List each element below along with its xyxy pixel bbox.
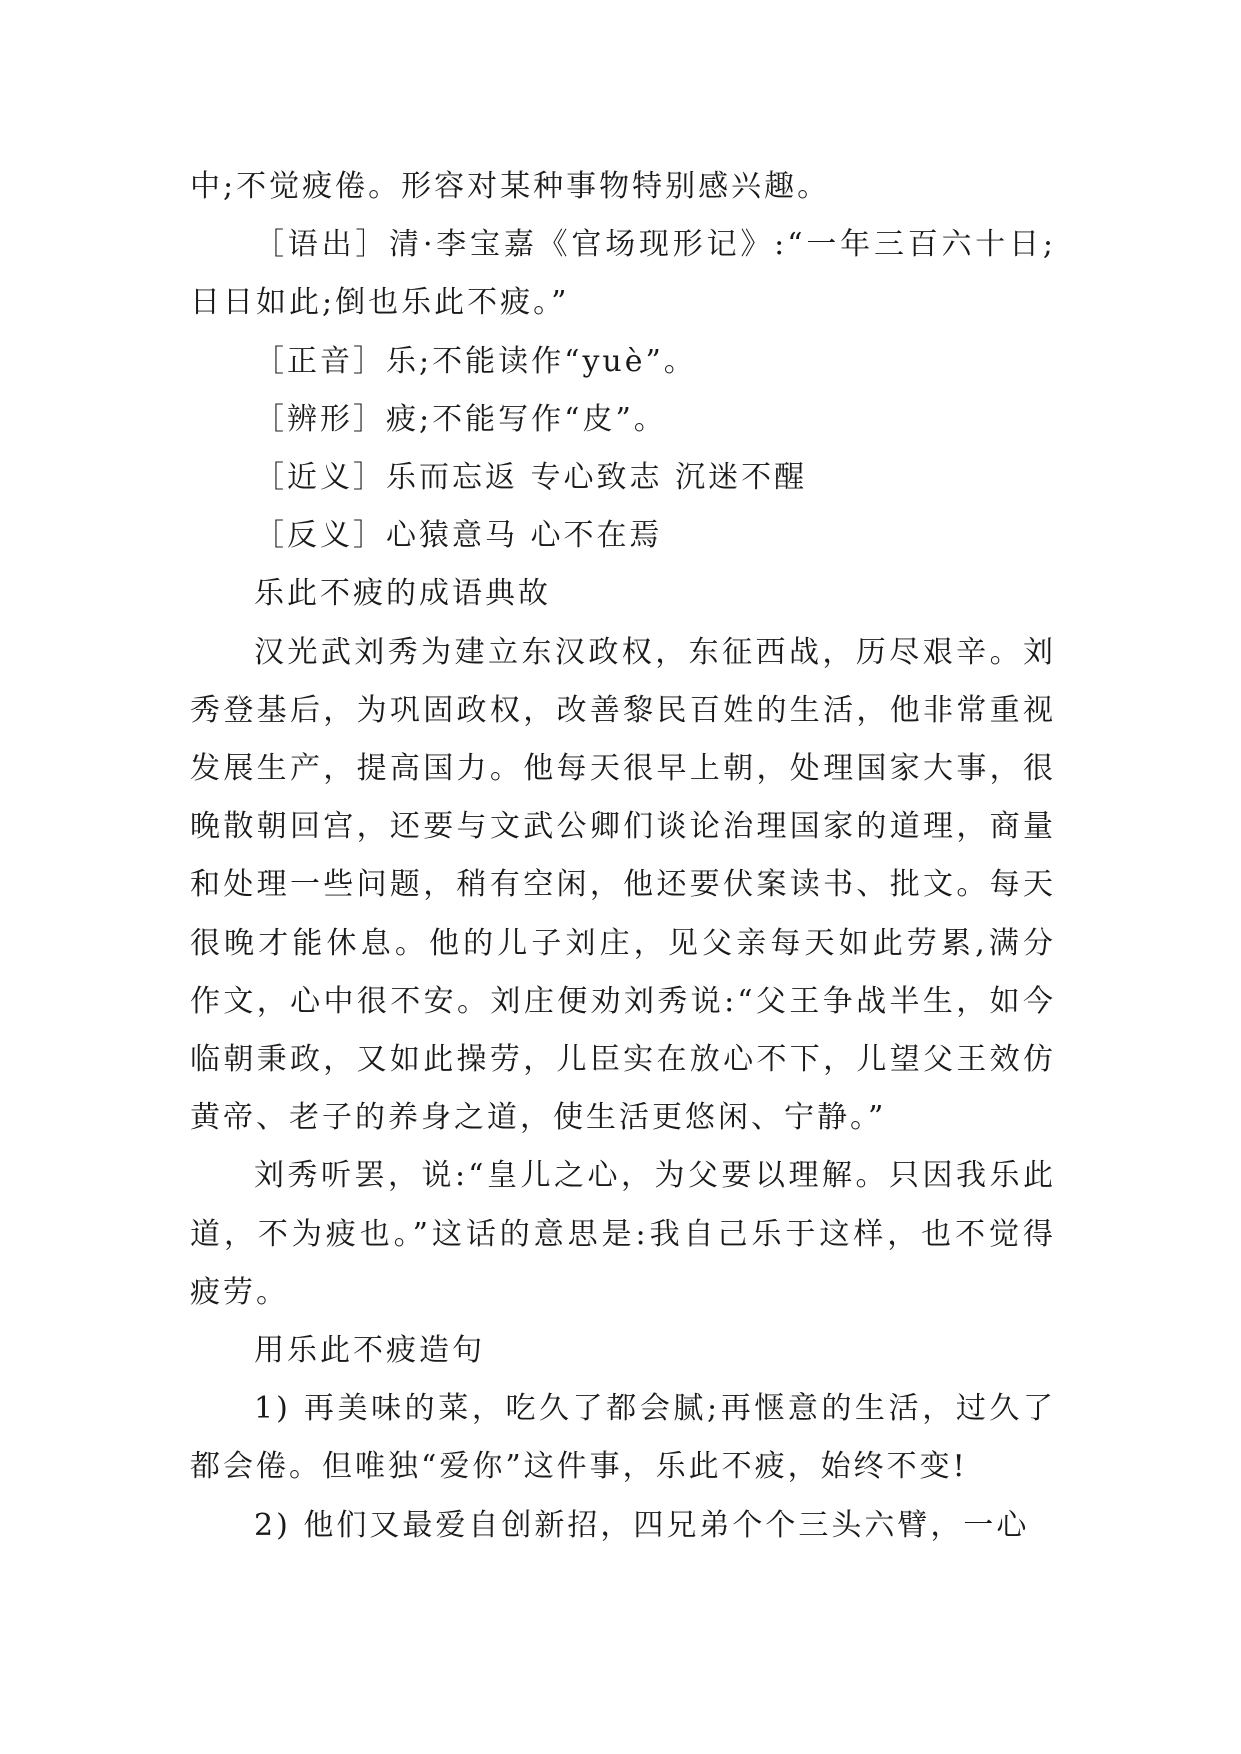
paragraph-antonyms: ［反义］心猿意马 心不在焉 [254,518,663,554]
paragraph-synonyms: ［近义］乐而忘返 专心致志 沉迷不醒 [254,460,808,496]
section-heading-story: 乐此不疲的成语典故 [254,576,551,612]
paragraph-continuation: 中;不觉疲倦。形容对某种事物特别感兴趣。 [190,169,831,204]
example-sentence-1: 1) 再美味的菜，吃久了都会腻;再惬意的生活，过久了都会倦。但唯独“爱你”这件事，乐此不疲，始终不变! [190,1391,1056,1485]
paragraph-pronunciation: ［正音］乐;不能读作“yuè”。 [254,343,697,379]
paragraph-story: 汉光武刘秀为建立东汉政权，东征西战，历尽艰辛。刘秀登基后，为巩固政权，改善黎民百姓的生活，他非常重视发展生产，提高国力。他每天很早上朝，处理国家大事，很晚散朝回宫，还要与文武公卿们谈论治理国家的道理，商量和处理一些问题，稍有空闲，他还要伏案读书、批文。每天很晚才能休息。他的儿子刘庄，见父亲每天如此劳累,满分作文，心中很不安。刘庄便劝刘秀说:“父王争战半生，如今临朝秉政，又如此操劳，儿臣实在放心不下，儿望父王效仿黄帝、老子的养身之道，使生活更悠闲、宁静。” [190,634,1056,1136]
paragraph-source: ［语出］清·李宝嘉《官场现形记》:“一年三百六十日;日日如此;倒也乐此不疲。” [190,227,1056,321]
paragraph-character-form: ［辨形］疲;不能写作“皮”。 [254,401,667,437]
example-sentence-2: 2) 他们又最爱自创新招，四兄弟个个三头六臂，一心 [254,1507,1030,1543]
section-heading-sentences: 用乐此不疲造句 [254,1333,485,1369]
document-body [190,158,1056,1555]
paragraph-story-reply: 刘秀听罢，说:“皇儿之心，为父要以理解。只因我乐此道，不为疲也。”这话的意思是:我自己乐于这样，也不觉得疲劳。 [190,1158,1056,1310]
